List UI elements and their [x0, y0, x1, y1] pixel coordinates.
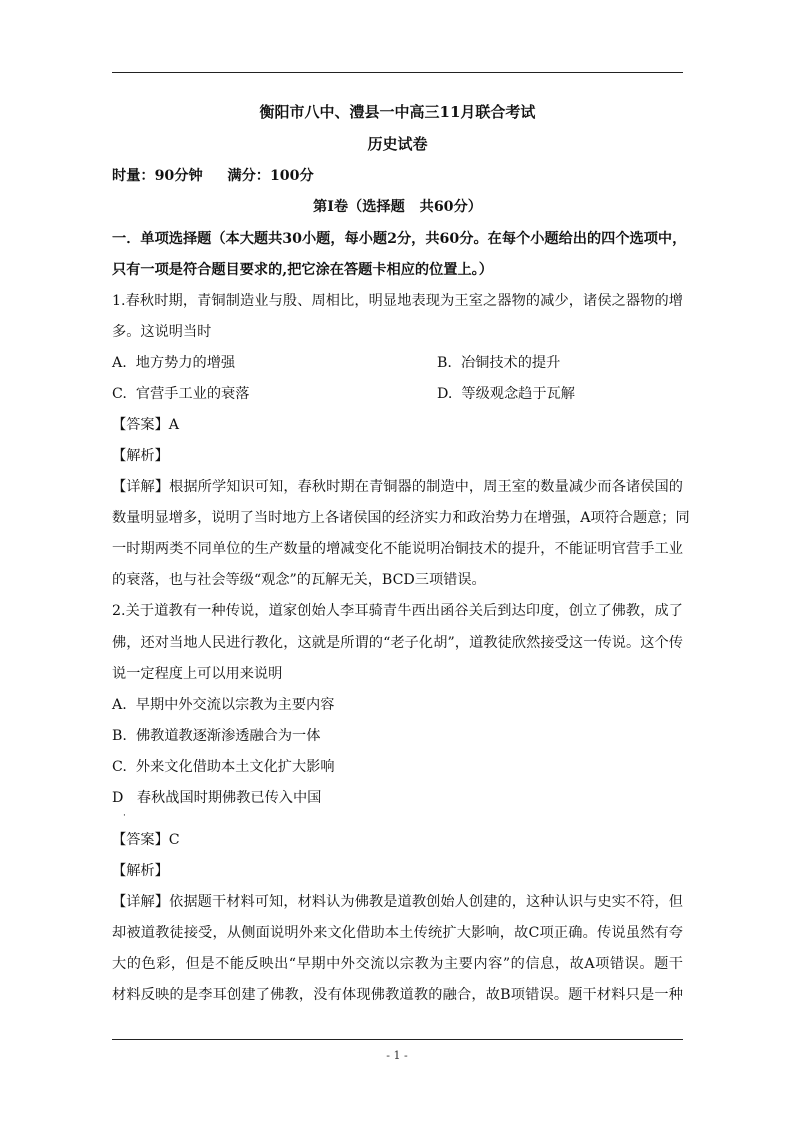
question-1-detail-line: 【详解】根据所学知识可知，春秋时期在青铜器的制造中，周王室的数量减少而各诸侯国的	[112, 479, 683, 495]
question-1-option-c: C. 官营手工业的衰落	[112, 386, 250, 402]
question-2-detail-line: 材料反映的是李耳创建了佛教，没有体现佛教道教的融合，故B项错误。题干材料只是一种	[112, 987, 683, 1003]
question-2-option-c: C. 外来文化借助本土文化扩大影响	[112, 759, 335, 775]
question-2-option-b: B. 佛教道教逐渐渗透融合为一体	[112, 728, 321, 744]
page-number: - 1 -	[386, 1049, 408, 1062]
question-1-stem-line: 多。这说明当时	[112, 324, 212, 340]
question-1-detail-line: 的衰落，也与社会等级“观念”的瓦解无关，BCD三项错误。	[112, 572, 486, 588]
section-title: 第Ⅰ卷（选择题 共60分）	[313, 199, 482, 215]
subject-title: 历史试卷	[367, 135, 428, 153]
question-2-stem-line: 佛，还对当地人民进行教化，这就是所谓的“老子化胡”，道教徒欣然接受这一传说。这个传	[112, 635, 683, 651]
instruction-line: 只有一项是符合题目要求的,把它涂在答题卡相应的位置上。）	[112, 262, 493, 278]
question-2-detail-line: 却被道教徒接受，从侧面说明外来文化借助本土传统扩大影响，故C项正确。传说虽然有夸	[112, 925, 683, 941]
question-1-detail-line: 数量明显增多，说明了当时地方上各诸侯国的经济实力和政治势力在增强，A项符合题意；同	[112, 510, 690, 526]
time-score-line: 时量：90分钟 满分：100分	[112, 168, 314, 184]
top-rule	[112, 72, 683, 73]
question-2-answer: 【答案】C	[112, 832, 180, 848]
question-2-option-a: A. 早期中外交流以宗教为主要内容	[112, 697, 335, 713]
instruction-line: 一．单项选择题（本大题共30小题，每小题2分，共60分。在每个小题给出的四个选项中，	[112, 231, 687, 247]
question-2-analysis-title: 【解析】	[112, 863, 169, 879]
question-2-detail-line: 【详解】依据题干材料可知，材料认为佛教是道教创始人创建的，这种认识与史实不符，但	[112, 894, 683, 910]
question-1-option-a: A. 地方势力的增强	[112, 355, 236, 371]
question-1-option-d: D. 等级观念趋于瓦解	[437, 386, 575, 402]
question-2-stem-line: 2.关于道教有一种传说，道家创始人李耳骑青牛西出函谷关后到达印度，创立了佛教，成了	[112, 603, 683, 619]
question-1-analysis-title: 【解析】	[112, 448, 169, 464]
question-2-detail-line: 大的色彩，但是不能反映出“早期中外交流以宗教为主要内容”的信息，故A项错误。题干	[112, 956, 683, 972]
question-1-stem-line: 1.春秋时期，青铜制造业与殷、周相比，明显地表现为王室之器物的减少，诸侯之器物的增	[112, 293, 683, 309]
exam-title: 衡阳市八中、澧县一中高三11月联合考试	[259, 103, 536, 121]
question-2-stem-line: 说一定程度上可以用来说明	[112, 666, 283, 682]
question-2-option-d: D 春秋战国时期佛教已传入中国	[112, 790, 322, 806]
question-1-option-b: B. 冶铜技术的提升	[437, 355, 561, 371]
bottom-rule	[112, 1039, 683, 1040]
stray-dot: ·	[123, 811, 126, 821]
question-1-answer: 【答案】A	[112, 417, 179, 433]
question-1-detail-line: 一时期两类不同单位的生产数量的增减变化不能说明冶铜技术的提升，不能证明官营手工业	[112, 541, 683, 557]
